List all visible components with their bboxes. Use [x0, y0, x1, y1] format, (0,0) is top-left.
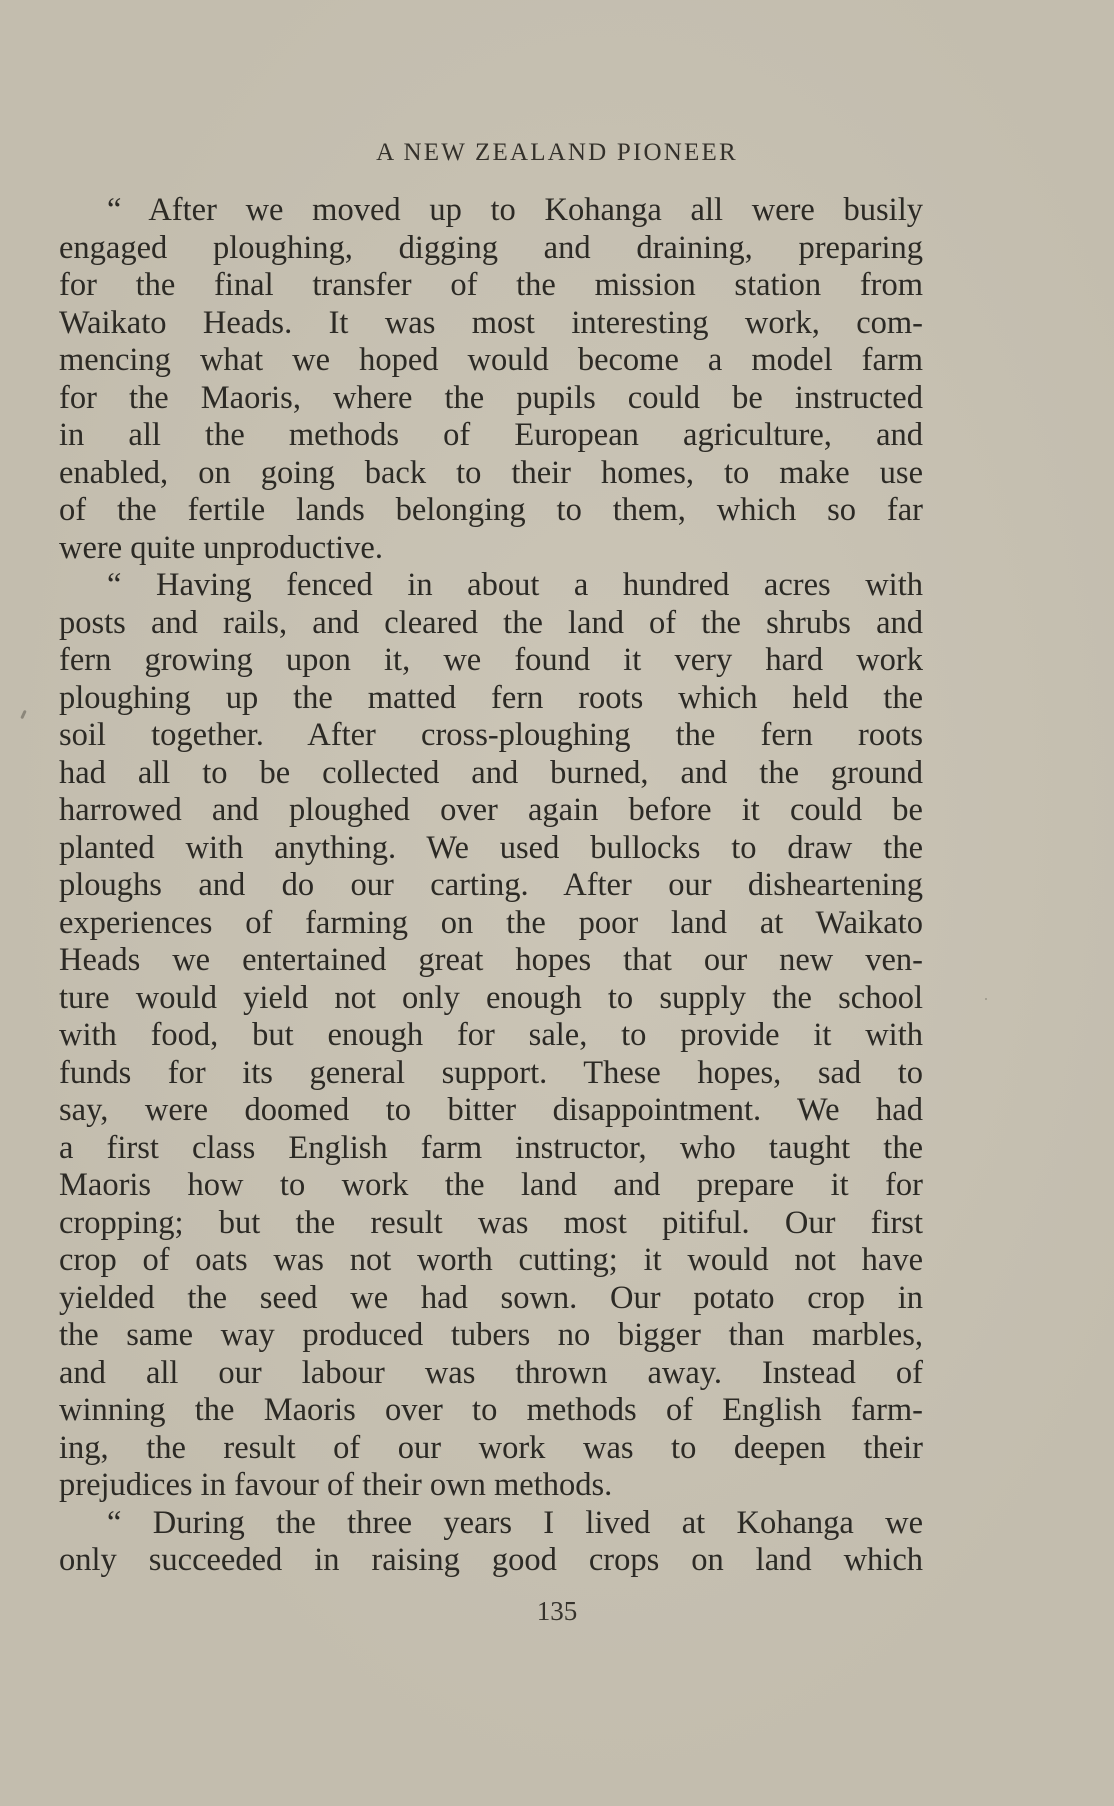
text-line: ploughs and do our carting. After our disheartening	[59, 867, 923, 903]
text-line: soil together. After cross-ploughing the fern roots	[59, 717, 923, 753]
running-head: A NEW ZEALAND PIONEER	[376, 139, 738, 166]
text-line: winning the Maoris over to methods of English farm-	[59, 1392, 923, 1428]
text-line: engaged ploughing, digging and draining, preparing	[59, 229, 923, 266]
text-line: only succeeded in raising good crops on land which	[59, 1542, 923, 1578]
text-line: funds for its general support. These hopes, sad to	[59, 1054, 923, 1091]
text-line: Waikato Heads. It was most interesting work, com-	[59, 304, 923, 341]
text-line: the same way produced tubers no bigger than marbles,	[59, 1317, 923, 1353]
text-line: say, were doomed to bitter disappointment. We had	[59, 1092, 923, 1128]
text-line: prejudices in favour of their own methods.	[59, 1467, 613, 1503]
paper-speck	[985, 998, 987, 1000]
text-line: with food, but enough for sale, to provide it with	[59, 1017, 923, 1053]
text-line: experiences of farming on the poor land at Waikato	[59, 904, 923, 941]
text-line: planted with anything. We used bullocks to draw the	[59, 829, 923, 866]
text-line: of the fertile lands belonging to them, which so far	[59, 492, 923, 528]
text-line: harrowed and ploughed over again before it could be	[59, 792, 923, 828]
text-line: in all the methods of European agriculture, and	[59, 417, 923, 453]
text-line: ing, the result of our work was to deepen their	[59, 1429, 923, 1466]
text-line: a first class English farm instructor, who taught the	[59, 1129, 923, 1166]
text-line: crop of oats was not worth cutting; it would not have	[59, 1242, 923, 1278]
text-line: were quite unproductive.	[59, 529, 383, 566]
text-line: “ During the three years I lived at Kohanga we	[107, 1504, 923, 1541]
page-number: 135	[536, 1596, 578, 1626]
text-line: fern growing upon it, we found it very hard work	[59, 642, 923, 678]
text-line: cropping; but the result was most pitiful. Our first	[59, 1204, 923, 1241]
text-line: ture would yield not only enough to supply the school	[59, 979, 923, 1016]
text-line: Heads we entertained great hopes that our new ven-	[59, 942, 923, 978]
text-line: mencing what we hoped would become a model farm	[59, 342, 923, 378]
text-line: “ Having fenced in about a hundred acres with	[107, 567, 923, 603]
text-line: Maoris how to work the land and prepare it for	[59, 1167, 923, 1203]
text-line: and all our labour was thrown away. Instead of	[59, 1354, 923, 1391]
text-line: posts and rails, and cleared the land of the shrubs and	[59, 604, 923, 641]
text-line: “ After we moved up to Kohanga all were busily	[107, 192, 923, 228]
text-line: had all to be collected and burned, and the ground	[59, 754, 923, 791]
paper-speck	[20, 710, 27, 719]
text-line: for the final transfer of the mission station from	[59, 267, 923, 303]
text-line: enabled, on going back to their homes, to make use	[59, 454, 923, 491]
text-line: yielded the seed we had sown. Our potato crop in	[59, 1279, 923, 1316]
body-text	[59, 192, 923, 1580]
text-line: for the Maoris, where the pupils could be instructed	[59, 379, 923, 416]
text-line: ploughing up the matted fern roots which held the	[59, 679, 923, 716]
